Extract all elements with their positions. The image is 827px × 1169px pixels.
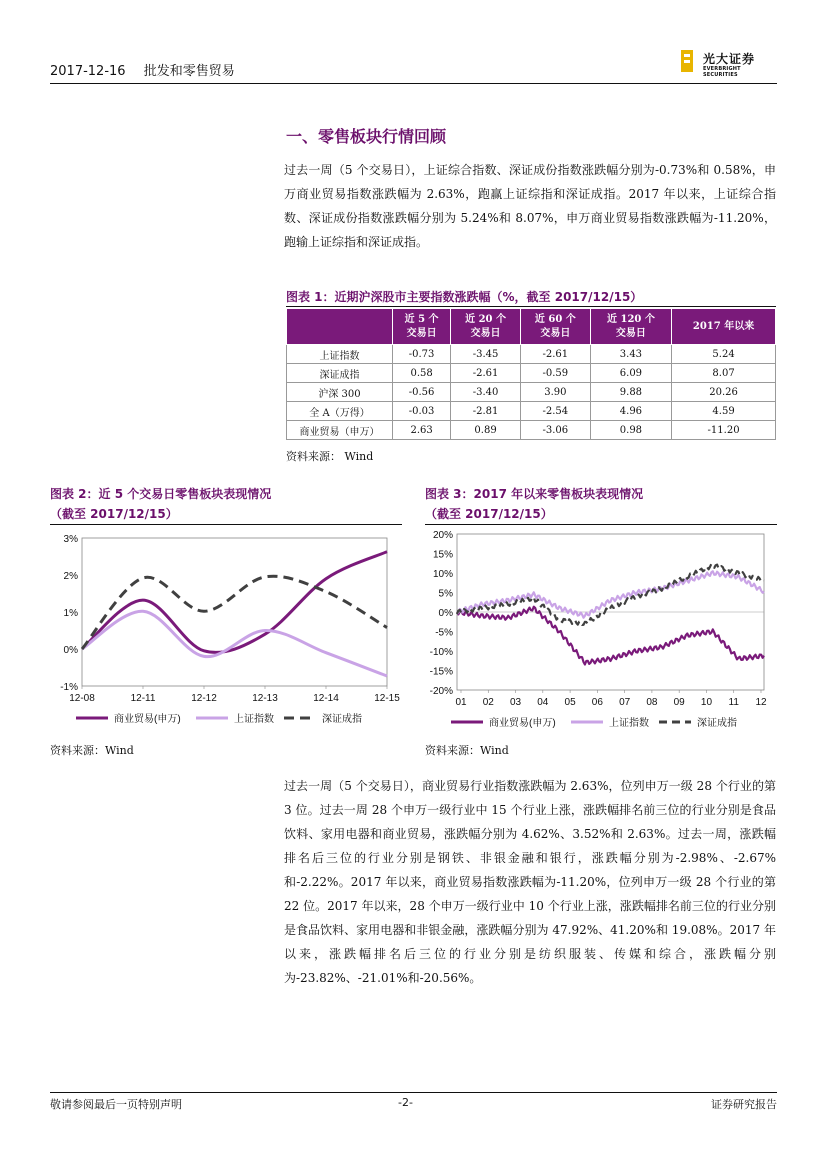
x-tick-label: 11 — [728, 697, 739, 708]
legend-label: 深证成指 — [697, 718, 737, 729]
table-row — [287, 345, 776, 364]
table-col-header: 近 120 个 交易日 — [590, 309, 671, 345]
fig2-rule — [50, 524, 402, 525]
table-cell: 9.88 — [590, 383, 671, 402]
table-row-label: 深证成指 — [287, 364, 393, 383]
x-tick-label: 12 — [755, 697, 767, 708]
logo-mark-icon — [681, 50, 693, 72]
plot-frame — [82, 538, 387, 686]
fig3-title-line2: （截至 2017/12/15） — [425, 507, 553, 521]
y-tick-label: 0% — [438, 608, 453, 619]
table-cell: 4.96 — [590, 402, 671, 421]
index-table — [286, 308, 776, 440]
logo-text-cn: 光大证券 — [703, 52, 756, 66]
table-row — [287, 364, 776, 383]
y-tick-label: 5% — [438, 588, 453, 600]
y-tick-label: 0% — [63, 645, 78, 656]
x-tick-label: 07 — [619, 697, 631, 708]
table-rule — [286, 306, 776, 307]
table-cell: -2.61 — [520, 345, 590, 364]
table-col-header: 近 60 个 交易日 — [520, 309, 590, 345]
table-col-header: 2017 年以来 — [672, 309, 776, 345]
table-cell: -3.40 — [451, 383, 521, 402]
fig3-chart — [425, 528, 777, 732]
fig3-title — [425, 484, 643, 524]
series-line-0 — [457, 607, 764, 665]
table-row-label: 沪深 300 — [287, 383, 393, 402]
fig3-rule — [425, 524, 777, 525]
table-row-label: 全 A（万得） — [287, 402, 393, 421]
table-cell: 3.90 — [520, 383, 590, 402]
weekly-review-paragraph: 过去一周（5 个交易日），商业贸易行业指数涨跌幅为 2.63%，位列申万一级 28 个行业的第 3 位。过去一周 28 个申万一级行业中 15 个行业上涨，涨跌幅排名前三位的行业分别是食品饮料、家用电器和商业贸易，涨跌幅分别为 4.62%、3.52%和 2.63%。过去一周，涨跌幅排名后三位的行业分别是钢铁、非银金融和银行，涨跌幅分别为-2.98%、-2.67%和-2.22%。2017 年以来，商业贸易指数涨跌幅为-11.20%，位列申万一级 28 个行业的第 22 位。2017 年以来，28 个申万一级行业中 10 个行业上涨，涨跌幅排名前三位的行业分别是食品饮料、家用电器和非银金融，涨跌幅分别为 47.92%、41.20%和 19.08%。2017 年以来，涨跌幅排名后三位的行业分别是纺织服装、传媒和综合，涨跌幅分别为-23.82%、-21.01%和-20.56%。 — [284, 779, 776, 985]
table-cell: -2.81 — [451, 402, 521, 421]
x-tick-label: 05 — [564, 697, 576, 708]
legend-label: 商业贸易(申万) — [114, 714, 181, 725]
x-tick-label: 12-13 — [252, 693, 278, 704]
x-tick-label: 08 — [646, 697, 658, 708]
x-tick-label: 04 — [537, 697, 549, 708]
table-col-header: 近 20 个 交易日 — [451, 309, 521, 345]
header-category: 批发和零售贸易 — [143, 64, 235, 79]
series-line-1 — [82, 611, 387, 676]
table-corner — [287, 309, 393, 345]
table-col-header: 近 5 个 交易日 — [393, 309, 451, 345]
table-row-label: 商业贸易（申万） — [287, 421, 393, 440]
table-cell: 5.24 — [672, 345, 776, 364]
logo-text-en: EVERBRIGHT SECURITIES — [703, 66, 741, 78]
table-row-label: 上证指数 — [287, 345, 393, 364]
table-cell: -3.45 — [451, 345, 521, 364]
x-tick-label: 12-14 — [313, 693, 339, 704]
table-cell: -2.61 — [451, 364, 521, 383]
fig2-source: 资料来源：Wind — [50, 744, 134, 757]
table-cell: -0.56 — [393, 383, 451, 402]
x-tick-label: 12-08 — [69, 693, 95, 704]
table-cell: -2.54 — [520, 402, 590, 421]
x-tick-label: 06 — [591, 697, 603, 708]
y-tick-label: 15% — [432, 549, 453, 561]
table-cell: -0.03 — [393, 402, 451, 421]
footer-disclaimer: 敬请参阅最后一页特别声明 — [50, 1098, 182, 1111]
y-tick-label: 20% — [432, 530, 453, 541]
table-row — [287, 421, 776, 440]
legend-label: 上证指数 — [609, 718, 649, 729]
fig2-title-line2: （截至 2017/12/15） — [50, 507, 178, 521]
table-cell: 0.58 — [393, 364, 451, 383]
company-logo — [681, 50, 775, 78]
table-cell: 3.43 — [590, 345, 671, 364]
y-tick-label: -15% — [429, 666, 453, 678]
table-cell: -3.06 — [520, 421, 590, 440]
x-tick-label: 12-15 — [374, 693, 400, 704]
x-tick-label: 03 — [509, 697, 522, 708]
y-tick-label: 2% — [63, 571, 78, 582]
series-line-0 — [82, 552, 387, 653]
x-tick-label: 12-12 — [191, 693, 217, 704]
page-header — [50, 52, 777, 84]
table-cell: 0.89 — [451, 421, 521, 440]
table-header-row — [287, 309, 776, 345]
fig2-chart — [50, 528, 402, 732]
footer-rule — [50, 1092, 777, 1093]
page-number: -2- — [398, 1096, 413, 1109]
series-line-1 — [457, 571, 764, 617]
y-tick-label: 10% — [432, 569, 453, 580]
fig3-title-line1: 图表 3：2017 年以来零售板块表现情况 — [425, 487, 644, 501]
table-cell: 2.63 — [393, 421, 451, 440]
legend-label: 深证成指 — [322, 714, 362, 725]
header-info — [50, 60, 249, 79]
section-title: 一、零售板块行情回顾 — [286, 127, 447, 146]
table-cell: -0.59 — [520, 364, 590, 383]
x-tick-label: 02 — [482, 697, 494, 708]
table-row — [287, 383, 776, 402]
x-tick-label: 10 — [700, 697, 713, 708]
y-tick-label: -5% — [435, 627, 453, 639]
series-line-2 — [82, 576, 387, 649]
y-tick-label: 1% — [63, 608, 78, 619]
fig2-title — [50, 484, 271, 524]
x-tick-label: 01 — [455, 697, 467, 708]
table-cell: -11.20 — [672, 421, 776, 440]
y-tick-label: 3% — [63, 534, 78, 545]
table-source: 资料来源： Wind — [286, 450, 374, 463]
fig2-title-line1: 图表 2：近 5 个交易日零售板块表现情况 — [50, 487, 272, 501]
legend-label: 上证指数 — [234, 714, 274, 725]
table-row — [287, 402, 776, 421]
intro-paragraph: 过去一周（5 个交易日），上证综合指数、深证成份指数涨跌幅分别为-0.73%和 0.58%，申万商业贸易指数涨跌幅为 2.63%，跑赢上证综指和深证成指。2017 年以来，上证综合指数、深证成份指数涨跌幅分别为 5.24%和 8.07%，申万商业贸易指数涨跌幅为-11.20%，跑输上证综指和深证成指。 — [284, 163, 776, 249]
y-tick-label: -20% — [429, 686, 453, 697]
table-title: 图表 1：近期沪深股市主要指数涨跌幅（%，截至 2017/12/15） — [286, 290, 643, 304]
table-cell: -0.73 — [393, 345, 451, 364]
x-tick-label: 09 — [673, 697, 685, 708]
table-cell: 0.98 — [590, 421, 671, 440]
table-cell: 8.07 — [672, 364, 776, 383]
x-tick-label: 12-11 — [130, 693, 156, 704]
header-date: 2017-12-16 — [50, 64, 126, 79]
table-cell: 4.59 — [672, 402, 776, 421]
fig3-source: 资料来源：Wind — [425, 744, 509, 757]
legend-label: 商业贸易(申万) — [489, 718, 556, 729]
table-cell: 6.09 — [590, 364, 671, 383]
footer-report-type: 证券研究报告 — [711, 1098, 777, 1111]
y-tick-label: -1% — [60, 682, 78, 693]
table-cell: 20.26 — [672, 383, 776, 402]
y-tick-label: -10% — [429, 647, 453, 658]
